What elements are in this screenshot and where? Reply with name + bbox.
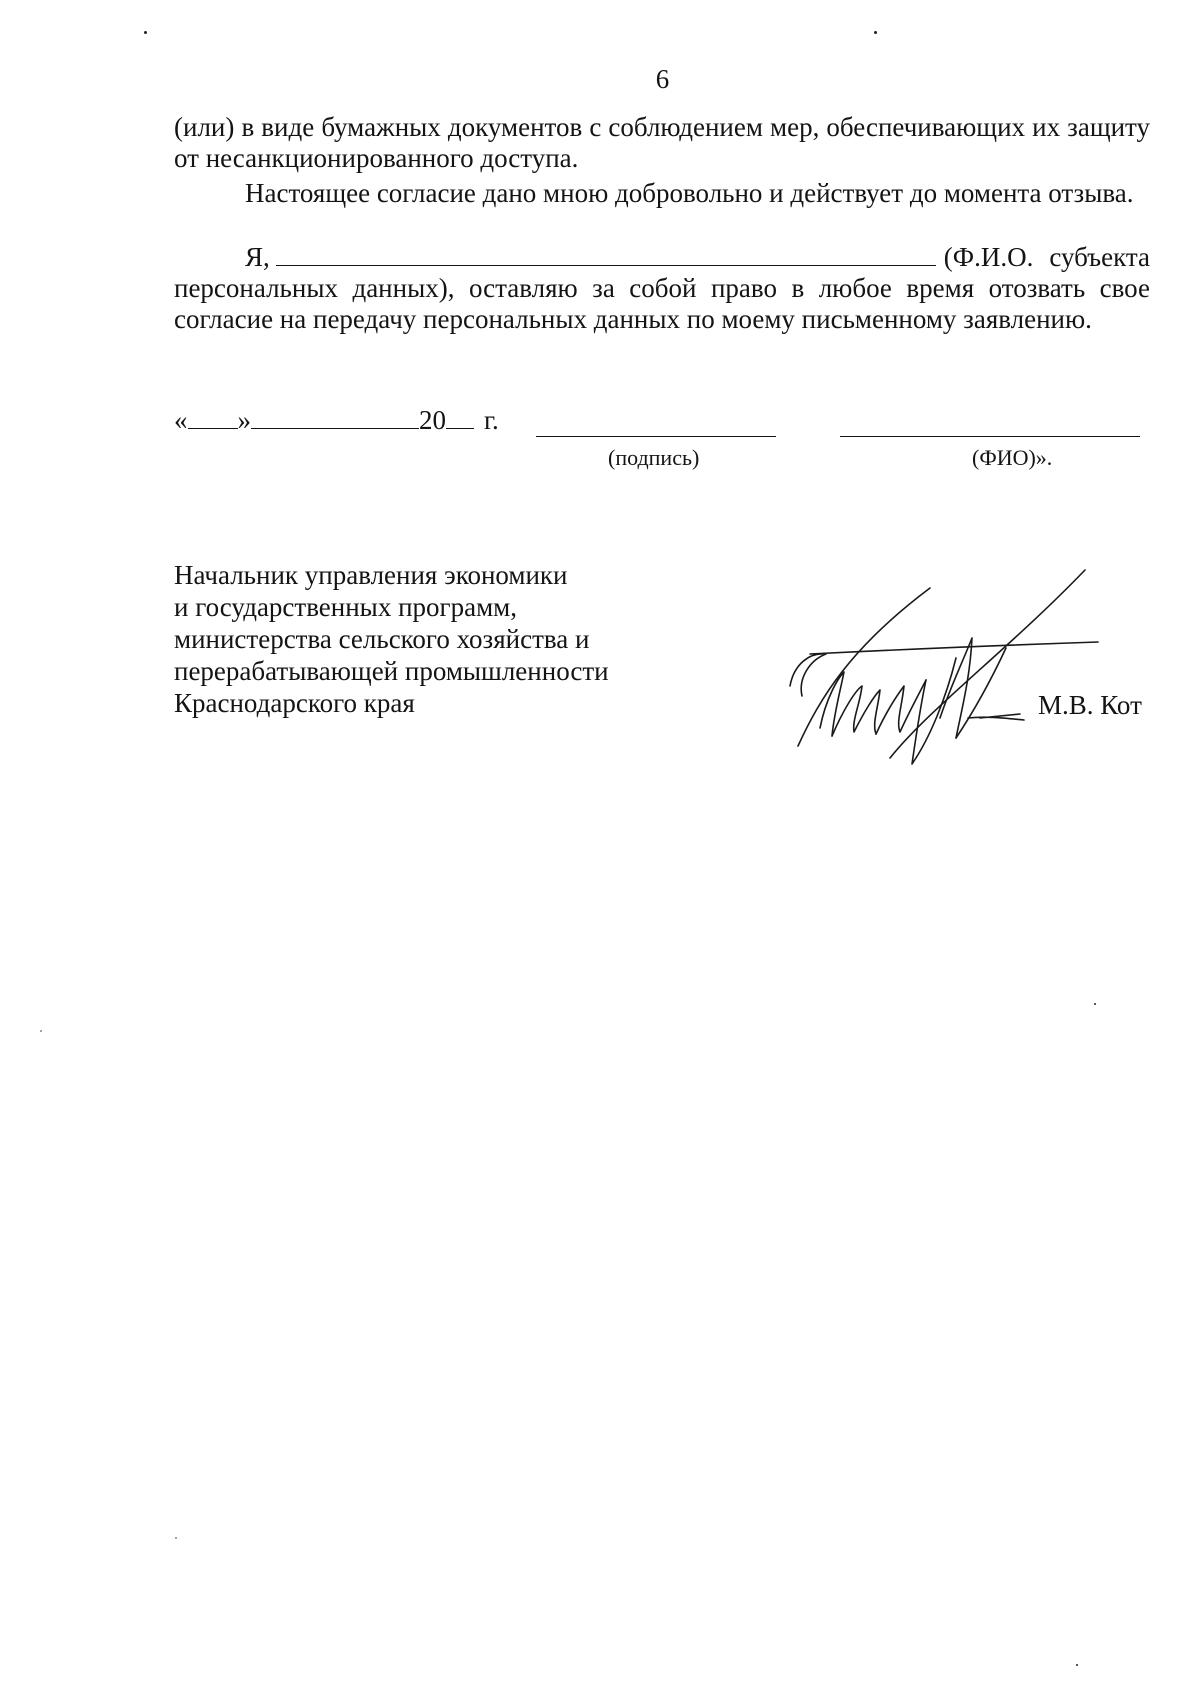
name-caption: (ФИО)». xyxy=(972,445,1053,470)
paragraph-rest: (Ф.И.О. субъекта персональных данных), оставляю за собой право в любое время отозвать свое согласие на передачу персональных данных по моему письменному заявлению. xyxy=(174,242,1150,334)
position-line: перерабатывающей промышленности xyxy=(174,656,609,686)
date-field xyxy=(174,405,499,436)
signature-caption: (подпись) xyxy=(608,445,700,470)
position-line: министерства сельского хозяйства и xyxy=(174,624,590,654)
month-blank[interactable] xyxy=(251,406,419,429)
consent-withdrawal-paragraph xyxy=(174,242,1150,335)
scan-speck xyxy=(144,31,147,34)
body-paragraph xyxy=(174,178,1150,209)
scan-speck xyxy=(175,1537,177,1539)
paragraph-text: (или) в виде бумажных документов с соблюдением мер, обеспечивающих их защиту от несанкционированного доступа. xyxy=(174,112,1150,173)
signature-blank-line[interactable] xyxy=(536,436,776,437)
position-line: Краснодарского края xyxy=(174,688,415,718)
position-line: и государственных программ, xyxy=(174,592,517,622)
page-number: 6 xyxy=(655,64,670,94)
name-blank-line[interactable] xyxy=(840,436,1140,437)
paragraph-text: Настоящее согласие дано мною добровольно и действует до момента отзыва. xyxy=(245,178,1134,208)
year-suffix: г. xyxy=(484,405,499,435)
scan-speck xyxy=(40,1030,42,1032)
scan-speck xyxy=(874,31,877,34)
body-paragraph xyxy=(174,112,1150,174)
close-quote: » xyxy=(237,405,251,435)
signer-name: М.В. Кот xyxy=(1038,690,1142,720)
handwritten-signature xyxy=(780,568,1100,768)
year-blank[interactable] xyxy=(446,406,474,429)
full-name-blank-line[interactable] xyxy=(276,243,936,266)
paragraph-text xyxy=(174,242,1150,335)
open-quote: « xyxy=(174,405,188,435)
scan-speck xyxy=(1094,1003,1096,1005)
year-prefix: 20 xyxy=(419,405,446,435)
paragraph-start: Я, xyxy=(245,242,270,272)
position-line: Начальник управления экономики xyxy=(174,560,568,590)
scan-speck xyxy=(1076,1664,1078,1666)
day-blank[interactable] xyxy=(188,406,238,429)
signer-position xyxy=(174,559,609,719)
